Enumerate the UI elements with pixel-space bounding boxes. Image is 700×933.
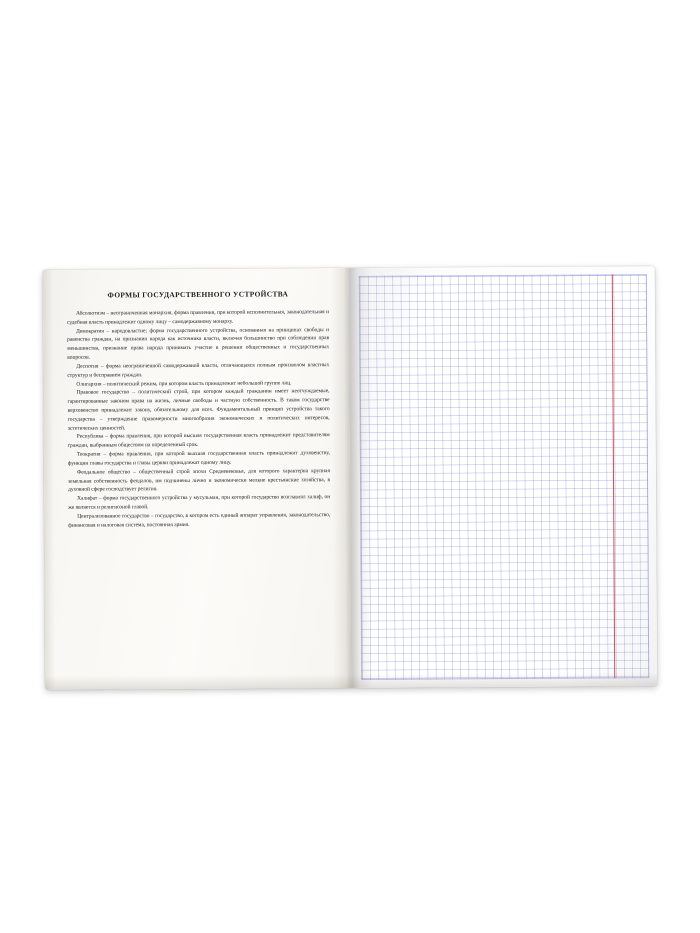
definition-paragraph: Деспотия – форма неограниченной самодержавной власти, отличающаяся полным произволом властных структур и бесправием граждан.: [67, 361, 330, 379]
right-page-grid-ruled: [349, 266, 658, 688]
definition-paragraph: Теократия – форма правления, при которой высшая государственная власть принадлежит духовенству, функции главы государства и главы церкви принадлежат одному лицу.: [67, 450, 330, 467]
graph-grid: [359, 274, 649, 680]
definition-paragraph: Абсолютизм – неограниченная монархия, форма правления, при которой исполнительная, законодательная и судебная власть принадлежит одному лицу – самодержавному монарху.: [67, 309, 330, 326]
definition-paragraph: Демократия – народовластие; форма государственного устройства, основанная на принципах свободы и равенства граждан, на признании народа как источника власти, включая большинство при соблюдении прав меньшинства, признание права народа принимать участие в решении общественных и государственных вопросов.: [67, 326, 330, 361]
left-page-printed-reference: [43, 268, 352, 690]
definition-paragraph: Централизованное государство – государство, в котором есть единый аппарат управления, законодательство, финансовая и налоговая система, постоянная армия.: [68, 512, 331, 529]
definition-paragraph: Олигархия – политический режим, при котором власть принадлежит небольшой группе лиц.: [76, 379, 292, 388]
notebook-spread: [43, 266, 658, 690]
page-title: ФОРМЫ ГОСУДАРСТВЕННОГО УСТРОЙСТВА: [107, 289, 289, 300]
definition-paragraph: Халифат – форма государственного устройства у мусульман, при которой государство возглавлял халиф, он же является и религиозной главой.: [68, 494, 331, 511]
definition-paragraph: Республика – форма правления, при которой высшая государственная власть принадлежит представителям граждан, выбранным обществом на определенный срок.: [67, 432, 330, 450]
definition-paragraph: Феодальное общество – общественный строй эпохи Средневековья, для которого характерна крупная земельная собственность феодалов, им подчинены лично и экономически мелкие крестьянские хозяйства, в духовной сфере господствует религия.: [67, 467, 331, 494]
definition-paragraph: Правовое государство – политический строй, при котором каждый гражданин имеет неотчуждаемые, гарантированные законом права на жизнь, личные свободы и частную собственность. В таком государстве верховенство принадлежит закону, обязательному для всех. Фундаментальный принцип устройства такого государства – утверждение правомерности многообразия экономических и политических интересов, эстетических ценностей.: [67, 388, 330, 432]
